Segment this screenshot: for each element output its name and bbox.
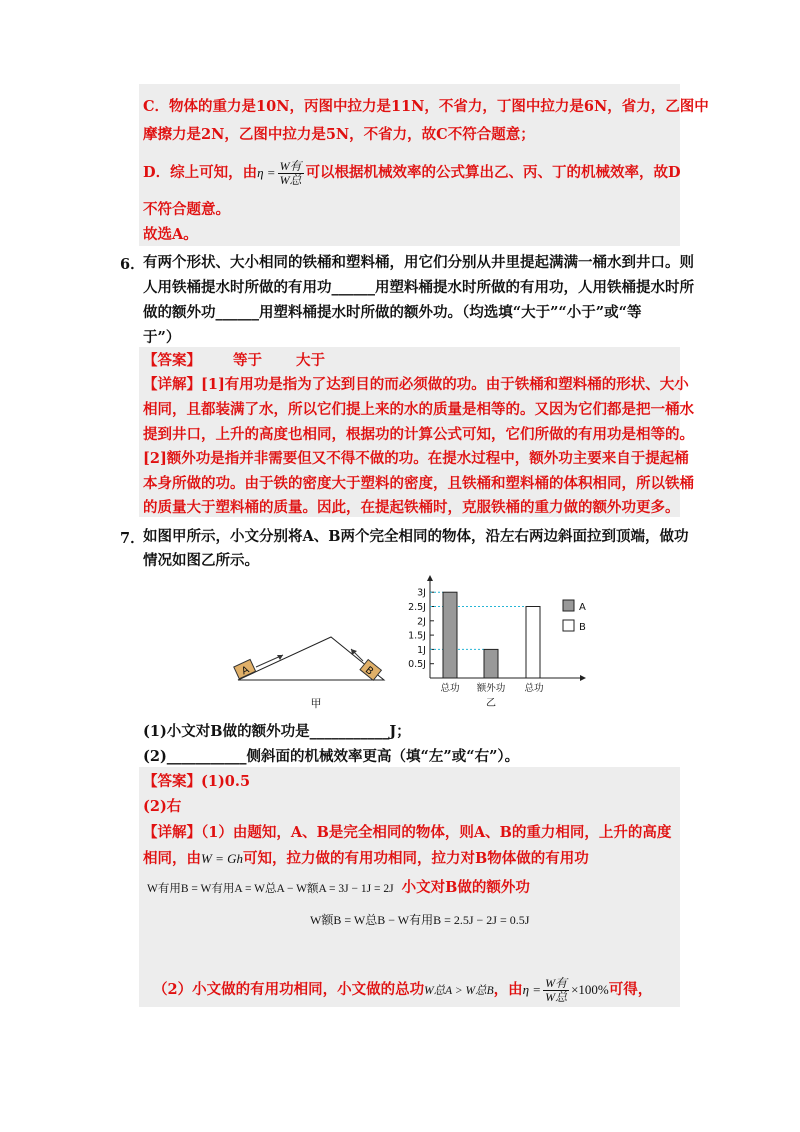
q7-exp3-pre: （2）小文做的有用功相同，小文做的总功 (153, 981, 425, 998)
q6-explanation-line4: [2]额外功是指并非需要但又不得不做的功。在提水过程中，额外功主要来自于提起桶 (143, 450, 689, 467)
q7-sub1: (1)小文对B做的额外功是___________J； (143, 723, 411, 740)
q6-answer-2: 大于 (296, 352, 325, 369)
q6-explanation-line6: 的质量大于塑料桶的质量。因此，在提起铁桶时，克服铁桶的重力做的额外功更多。 (143, 499, 680, 516)
q5-option-c-line1: C．物体的重力是10N，丙图中拉力是11N，不省力，丁图中拉力是6N，省力，乙图中 (143, 98, 709, 115)
q7-answer-1-value: (1)0.5 (201, 773, 251, 790)
q5-choice: 故选A。 (143, 226, 198, 243)
q7-answer-label: 【答案】 (143, 773, 201, 790)
q6-answer-label: 【答案】 (143, 352, 201, 369)
q7-eq1-formula: W有用B = W有用A = W总A − W额A = 3J − 1J = 2J (147, 883, 394, 895)
q7-exp3-inequality: W总A > W总B (424, 985, 494, 997)
x-axis-arrow (580, 675, 586, 681)
q5-efficiency-fraction (278, 160, 304, 187)
q7-explanation-line2 (143, 849, 589, 869)
x-category-label: 总功 (440, 683, 460, 694)
q7-exp3-post: 可得， (608, 981, 653, 998)
q6-explanation-line5: 本身所做的功。由于铁的密度大于塑料的密度，且铁桶和塑料桶的体积相同，所以铁桶 (143, 475, 694, 492)
bar-a (443, 592, 457, 678)
q7-number: 7． (120, 530, 145, 547)
q7-exp-1-text: （1）由题知，A、B是完全相同的物体，则A、B的重力相同，上升的高度 (201, 824, 672, 841)
q7-equation-2 (310, 910, 529, 930)
q7-frac-numerator: W有 (545, 975, 568, 990)
q6-stem-line4: 于”） (143, 329, 181, 346)
q5-option-d-line1 (143, 156, 681, 190)
legend-swatch-b (563, 620, 574, 631)
q7-efficiency-fraction (543, 977, 569, 1004)
q6-stem-line2: 人用铁桶提水时所做的有用功______用塑料桶提水时所做的有用功，人用铁桶提水时所 (143, 279, 694, 296)
q7-exp3-mid: ，由 (493, 981, 523, 998)
q6-explanation-line3: 提到井口，上升的高度也相同，根据功的计算公式可知，它们所做的有用功是相等的。 (143, 426, 694, 443)
block-a-label: A (240, 664, 251, 678)
bar-b (526, 607, 540, 679)
q6-explanation-line1: 【详解】[1]有用功是指为了达到目的而必须做的功。由于铁桶和塑料桶的形状、大小 (143, 376, 689, 393)
legend-label-b: B (579, 622, 586, 633)
y-tick-label: 1.5J (408, 630, 426, 642)
q5-eta: η = (257, 165, 276, 180)
x-category-label: 额外功 (476, 683, 506, 694)
q7-stem-line2: 情况如图乙所示。 (143, 552, 259, 569)
q7-explanation-line1 (143, 823, 671, 843)
y-tick-label: 2.5J (408, 602, 426, 613)
q7-exp3-eta: η = (522, 982, 542, 997)
q7-answer-1 (143, 772, 250, 792)
q6-answer (143, 351, 325, 371)
q6-stem-line1: 有两个形状、大小相同的铁桶和塑料桶，用它们分别从井里提起满满一桶水到井口。则 (143, 254, 694, 271)
q5-frac-denominator: W总 (279, 172, 302, 187)
q7-answer-2: (2)右 (143, 798, 182, 815)
q7-eq2-formula: W额B = W总B − W有用B = 2.5J − 2J = 0.5J (310, 913, 530, 927)
work-bar-chart (360, 568, 610, 713)
y-tick-label: 1J (417, 644, 426, 656)
q6-answer-1: 等于 (233, 352, 262, 369)
block-b-label: B (362, 664, 376, 678)
q5-d-post: 可以根据机械效率的公式算出乙、丙、丁的机械效率，故D (305, 164, 681, 181)
bar-a (484, 649, 498, 678)
block-a (234, 659, 256, 679)
q7-exp2-formula: W = Gh (201, 851, 243, 866)
q5-frac-numerator: W有 (279, 158, 302, 173)
q7-frac-denominator: W总 (545, 989, 568, 1004)
q5-option-c-line2: 摩擦力是2N，乙图中拉力是5N，不省力，故C不符合题意； (143, 126, 535, 143)
y-tick-label: 3J (417, 587, 426, 599)
q7-exp-label: 【详解】 (143, 824, 201, 841)
q7-exp2-pre: 相同，由 (143, 850, 201, 867)
q7-eq1-post: 小文对B做的额外功 (401, 879, 530, 896)
y-tick-label: 0.5J (408, 659, 426, 671)
x-category-label: 总功 (524, 683, 544, 694)
chart-caption: 乙 (486, 698, 496, 709)
q7-exp2-post: 可知，拉力做的有用功相同，拉力对B物体做的有用功 (243, 850, 589, 867)
q7-sub2: (2)___________侧斜面的机械效率更高（填“左”或“右”）。 (143, 748, 520, 765)
legend-swatch-a (563, 600, 574, 611)
q6-explanation-line2: 相同，且都装满了水，所以它们提上来的水的质量是相等的。又因为它们都是把一桶水 (143, 401, 694, 418)
q6-number: 6． (120, 256, 145, 273)
q7-stem-line1: 如图甲所示，小文分别将A、B两个完全相同的物体，沿左右两边斜面拉到顶端，做功 (143, 528, 689, 545)
q7-exp3-times: ×100% (571, 982, 609, 997)
y-axis-arrow (427, 575, 433, 581)
legend-label-a: A (579, 602, 586, 613)
q7-equation-1 (147, 878, 530, 899)
q6-stem-line3: 做的额外功______用塑料桶提水时所做的额外功。（均选填“大于”“小于”或“等 (143, 304, 642, 321)
q5-option-d-line2: 不符合题意。 (143, 201, 230, 218)
q7-explanation-line3 (153, 973, 652, 1008)
figure-left-caption: 甲 (310, 697, 322, 710)
q5-d-pre: D．综上可知，由 (143, 164, 258, 181)
y-tick-label: 2J (417, 616, 426, 628)
